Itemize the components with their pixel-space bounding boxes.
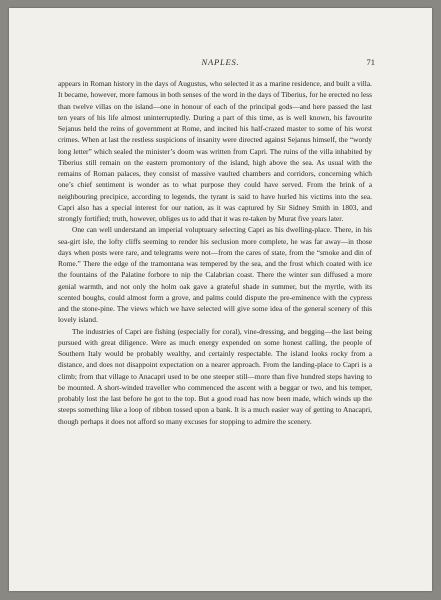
paragraph-3: The industries of Capri are fishing (especially for coral), vine-dressing, and begging—the last being pursued with great diligence. Were as much energy expended on some honest calling, the people of Southern Italy would be probably wealthy, and certainly respectable. The island looks rocky from a distance, and does not disappoint expectation on a nearer approach. From the landing-place to Capri is a climb; from that village to Anacapri used to be one steeper still—more than five hundred steps having to be mounted. A short-winded traveller who commenced the ascent with a beggar or two, and his temper, probably lost the last before he got to the top. But a good road has now been made, which winds up the steeps something like a loop of ribbon tossed upon a bank. It is a much easier way of getting to Anacapri, though perhaps it does not afford so many excuses for stopping to admire the scenery. [58, 326, 372, 426]
paragraph-1: appears in Roman history in the days of Augustus, who selected it as a marine residence, and built a villa. It became, however, more famous in both senses of the word in the days of Tiberius, for he erected no less than twelve villas on the island—one in honour of each of the principal gods—and here passed the last ten years of his life almost uninterruptedly. During a part of this time, as is well known, his favourite Sejanus held the reins of government at Rome, and incited his half-crazed master to some of his worst crimes. When at last the restless suspicions of insanity were directed against Sejanus himself, the “wordy long letter” which sealed the minister’s doom was written from Capri. The ruins of the villa inhabited by Tiberius still remain on the eastern promontory of the island, high above the sea. As usual with the remains of Roman palaces, they consist of massive vaulted chambers and corridors, concerning which one’s chief sentiment is wonder as to what purpose they could have served. From the brink of a neighbouring precipice, according to legends, the tyrant is said to have hurled his victims into the sea. Capri also has a special interest for our nation, as it was captured by Sir Sidney Smith in 1803, and strongly fortified; truth, however, obliges us to add that it was re-taken by Murat five years later. [58, 79, 372, 223]
running-head: NAPLES. [201, 57, 240, 67]
body-text [58, 78, 372, 427]
page-header [9, 57, 432, 71]
page-number: 71 [366, 57, 375, 67]
book-page [9, 8, 432, 591]
paragraph-2: One can well understand an imperial voluptuary selecting Capri as his dwelling-place. There, in his sea-girt isle, the lofty cliffs seeming to render his seclusion more complete, he was far away—in those days when posts were rare, and telegrams were not—from the cares of state, from the “smoke and din of Rome.” There the edge of the tramontana was tempered by the sea, and the frost which coated with ice the fountains of the Palatine forbore to nip the Calabrian coast. There the winter sun diffused a more genial warmth, and not only the holm oak gave a grateful shade in summer, but the myrtle, with its scented boughs, could almost form a grove, and palms could dispute the pre-eminence with the cypress and the stone-pine. The views which we have selected will give some idea of the general scenery of this lovely island. [58, 225, 372, 325]
